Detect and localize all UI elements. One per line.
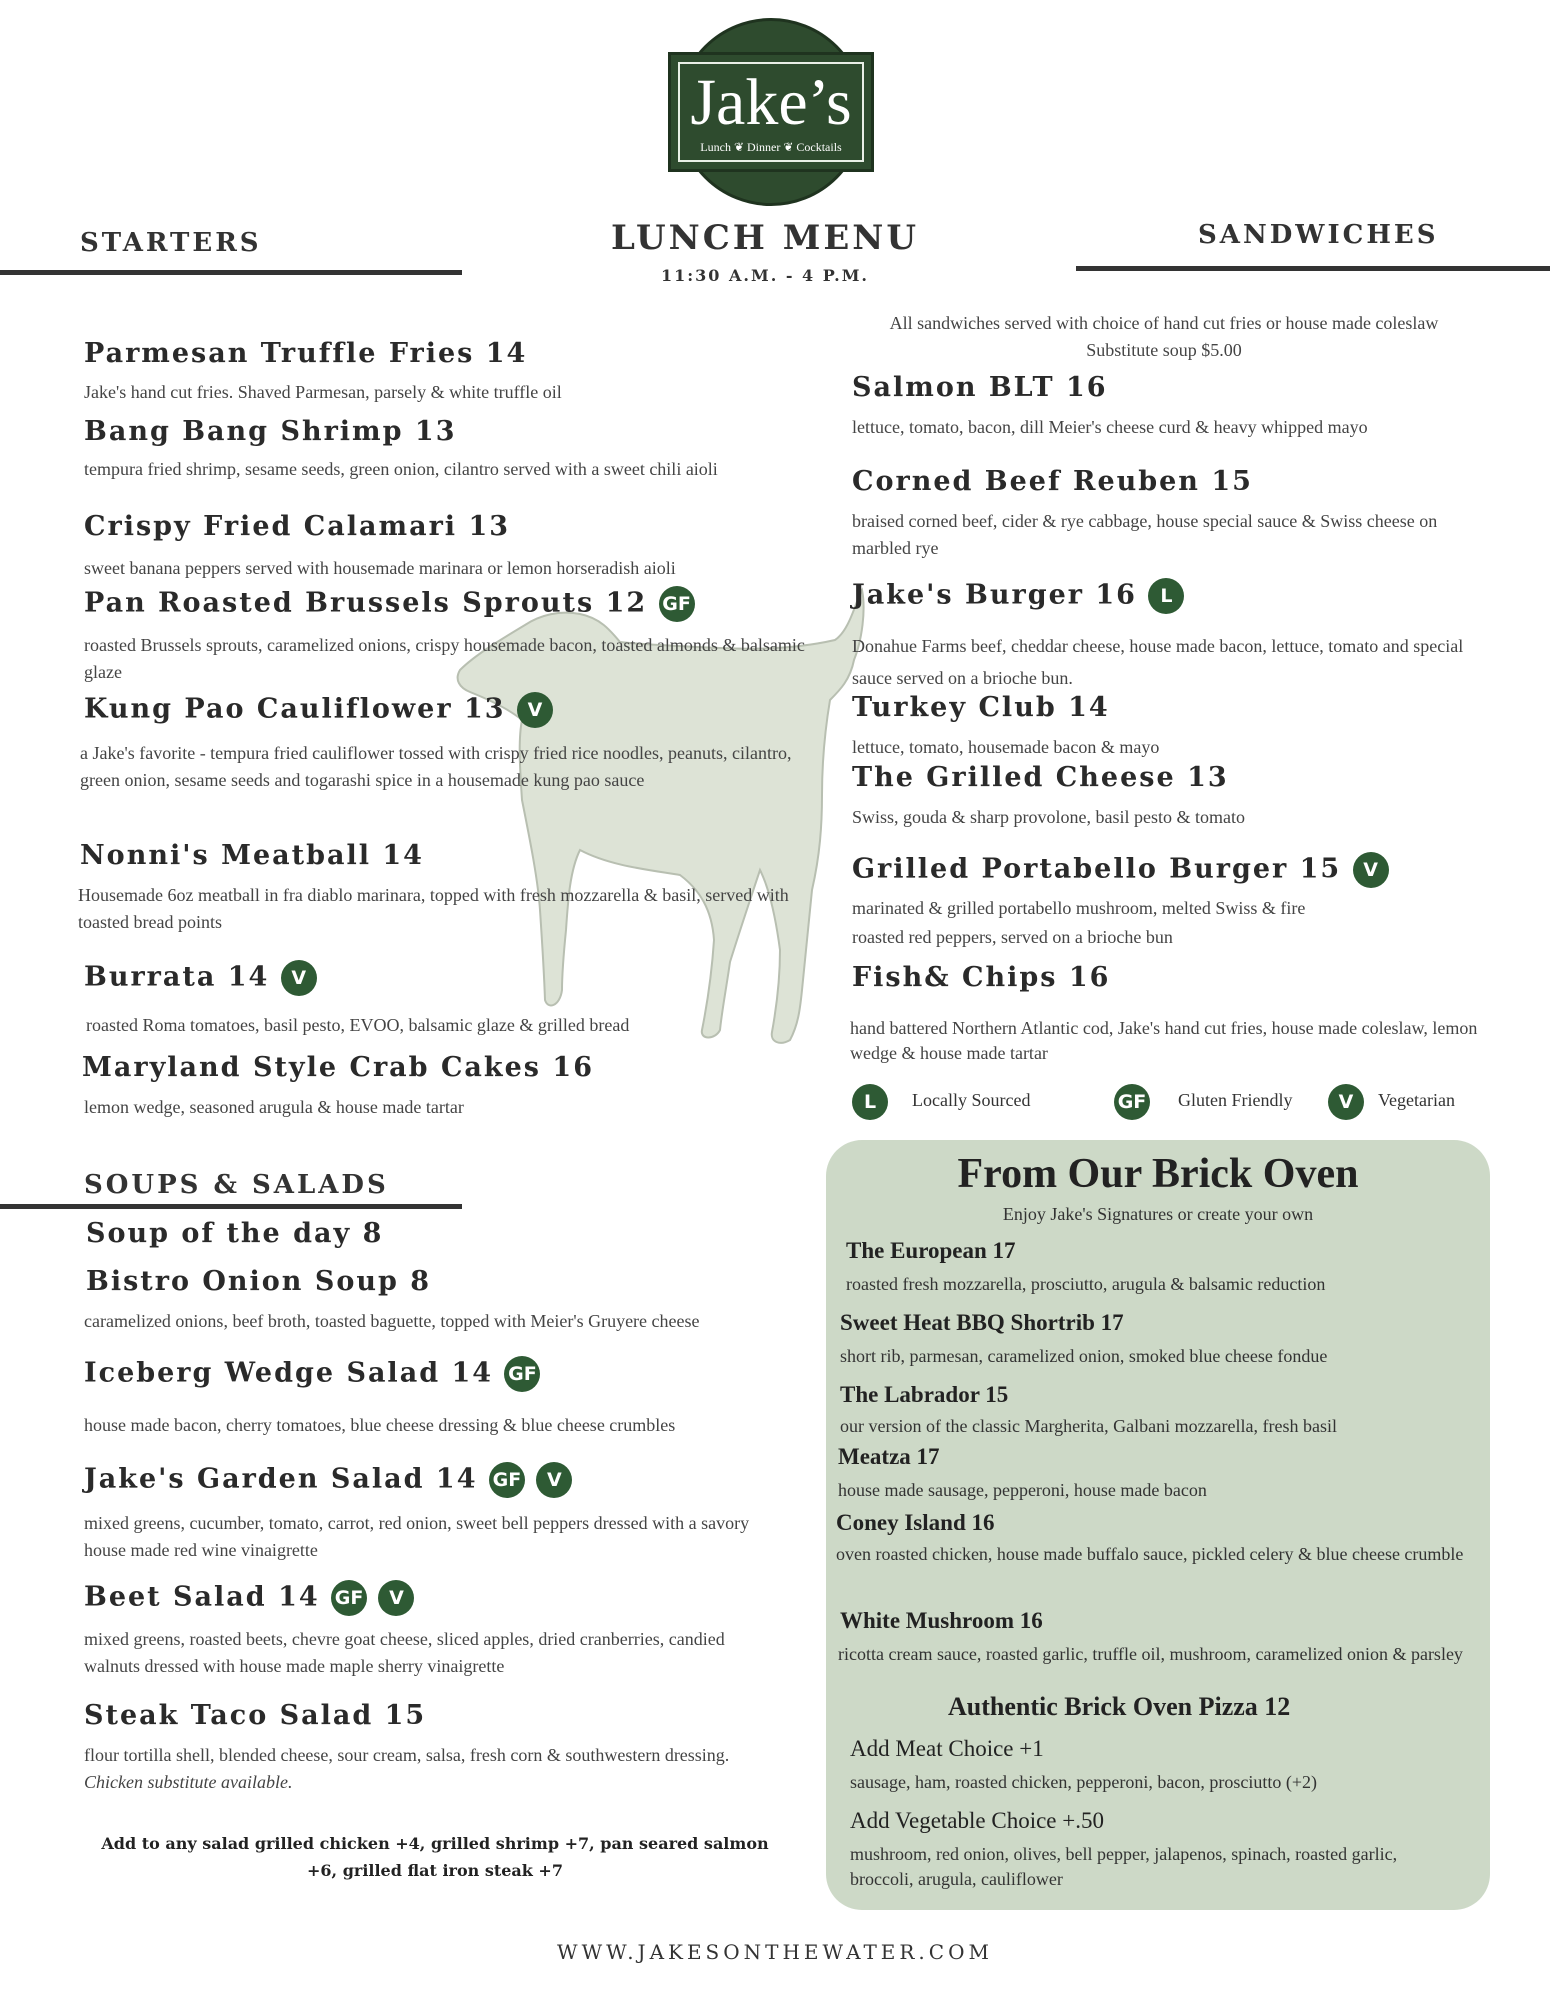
sandwich-name: Salmon BLT 16 (852, 372, 1108, 403)
starter-desc: tempura fried shrimp, sesame seeds, green onion, cilantro served with a sweet chili aioli (84, 459, 718, 479)
pizza-name: The European 17 (846, 1238, 1016, 1263)
pizza-desc: oven roasted chicken, house made buffalo sauce, pickled celery & blue cheese crumble (836, 1544, 1464, 1564)
starters-rule (0, 270, 462, 275)
starter-name: Parmesan Truffle Fries 14 (84, 338, 528, 369)
sandwich-note: All sandwiches served with choice of hand cut fries or house made coleslaw Substitute soup $5.00 (889, 313, 1439, 360)
pizza-desc: house made sausage, pepperoni, house made bacon (838, 1480, 1207, 1500)
starter-desc: roasted Roma tomatoes, basil pesto, EVOO, balsamic glaze & grilled bread (86, 1015, 630, 1035)
salad-desc: house made bacon, cherry tomatoes, blue cheese dressing & blue cheese crumbles (84, 1415, 676, 1435)
menu-title: LUNCH MENU (610, 218, 920, 258)
substitute-note: Chicken substitute available. (84, 1772, 293, 1792)
pizza-name: White Mushroom 16 (840, 1608, 1043, 1633)
meat-option: Add Meat Choice +1 (850, 1736, 1044, 1761)
sandwiches-heading: SANDWICHES (1198, 220, 1439, 250)
vegetarian-badge: V (281, 960, 317, 996)
starter-name: Kung Pao Cauliflower 13 V (84, 692, 553, 728)
legend (1114, 1084, 1150, 1120)
sandwich-desc: braised corned beef, cider & rye cabbage, house special sauce & Swiss cheese on marbled rye (852, 511, 1438, 558)
pizza-desc: short rib, parmesan, caramelized onion, smoked blue cheese fondue (840, 1346, 1328, 1366)
sandwich-name: Grilled Portabello Burger 15 V (852, 852, 1389, 888)
starters-heading: STARTERS (80, 228, 262, 258)
salad-add-on-note: Add to any salad grilled chicken +4, grilled shrimp +7, pan seared salmon +6, grilled flat iron steak +7 (101, 1834, 769, 1880)
sandwich-name: Fish& Chips 16 (852, 962, 1111, 993)
gluten-friendly-badge: GF (331, 1580, 367, 1616)
pizza-name: Sweet Heat BBQ Shortrib 17 (840, 1310, 1124, 1335)
vegetable-option-list: mushroom, red onion, olives, bell pepper, jalapenos, spinach, roasted garlic, broccoli, arugula, cauliflower (850, 1844, 1398, 1889)
salad-name: Beet Salad 14 GF V (84, 1580, 414, 1616)
salad-desc: mixed greens, cucumber, tomato, carrot, red onion, sweet bell peppers dressed with a savory house made red wine vinaigrette (84, 1513, 750, 1560)
starter-desc: Jake's hand cut fries. Shaved Parmesan, parsely & white truffle oil (84, 382, 562, 402)
starter-desc: sweet banana peppers served with housemade marinara or lemon horseradish aioli (84, 558, 676, 578)
sandwich-desc: Donahue Farms beef, cheddar cheese, house made bacon, lettuce, tomato and special sauce served on a brioche bun. (852, 636, 1464, 688)
vegetarian-badge: V (1328, 1084, 1364, 1120)
starter-name: Bang Bang Shrimp 13 (84, 416, 457, 447)
sandwich-name: Turkey Club 14 (852, 692, 1110, 723)
sandwich-name: The Grilled Cheese 13 (852, 762, 1229, 793)
logo-tagline: Lunch ❦ Dinner ❦ Cocktails (700, 140, 842, 154)
starter-name: Burrata 14 V (84, 960, 317, 996)
sandwich-desc: marinated & grilled portabello mushroom, melted Swiss & fire roasted red peppers, served on a brioche bun (852, 898, 1306, 947)
salad-desc: mixed greens, roasted beets, chevre goat cheese, sliced apples, dried cranberries, candied walnuts dressed with house made maple sherry vinaigrette (84, 1629, 725, 1676)
vegetarian-badge: V (378, 1580, 414, 1616)
starter-name: Nonni's Meatball 14 (80, 840, 424, 871)
pizza-desc: ricotta cream sauce, roasted garlic, truffle oil, mushroom, caramelized onion & parsley (838, 1644, 1463, 1664)
pizza-name: Meatza 17 (838, 1444, 940, 1469)
gluten-friendly-badge: GF (504, 1356, 540, 1392)
salad-name: Bistro Onion Soup 8 (86, 1266, 432, 1297)
sandwich-name: Jake's Burger 16 L (852, 578, 1184, 614)
vegetarian-badge: V (517, 692, 553, 728)
website-url: WWW.JAKESONTHEWATER.COM (557, 1940, 993, 1964)
legend-local-label: Locally Sourced (912, 1090, 1031, 1110)
gluten-friendly-badge: GF (489, 1462, 525, 1498)
custom-pizza-title: Authentic Brick Oven Pizza 12 (948, 1692, 1291, 1721)
pizza-name: Coney Island 16 (836, 1510, 995, 1535)
starter-desc: lemon wedge, seasoned arugula & house made tartar (84, 1097, 464, 1117)
starter-desc: a Jake's favorite - tempura fried cauliflower tossed with crispy fried rice noodles, peanuts, cilantro, green onion, sesame seeds and togarashi spice in a housemade kung pao sauce (80, 743, 792, 790)
sandwich-desc: hand battered Northern Atlantic cod, Jake's hand cut fries, house made coleslaw, lemon wedge & house made tartar (850, 1018, 1478, 1063)
starter-name: Maryland Style Crab Cakes 16 (82, 1052, 594, 1083)
soups-salads-heading: SOUPS & SALADS (84, 1170, 389, 1200)
vegetarian-badge: V (536, 1462, 572, 1498)
jakes-logo (668, 18, 874, 208)
logo-name: Jake’s (690, 66, 852, 139)
legend (1328, 1084, 1364, 1120)
locally-sourced-badge: L (852, 1084, 888, 1120)
salad-desc: flour tortilla shell, blended cheese, sour cream, salsa, fresh corn & southwestern dressing. Chicken substitute available. (84, 1745, 730, 1792)
pizza-desc: roasted fresh mozzarella, prosciutto, arugula & balsamic reduction (846, 1274, 1326, 1294)
starter-name: Crispy Fried Calamari 13 (84, 511, 511, 542)
salad-desc: caramelized onions, beef broth, toasted baguette, topped with Meier's Gruyere cheese (84, 1311, 700, 1331)
sandwich-desc: lettuce, tomato, housemade bacon & mayo (852, 737, 1160, 757)
salad-name: Jake's Garden Salad 14 GF V (84, 1462, 572, 1498)
menu-hours: 11:30 A.M. - 4 P.M. (661, 266, 869, 285)
pizza-name: The Labrador 15 (840, 1382, 1009, 1407)
sandwiches-rule (1076, 266, 1550, 271)
starter-name: Pan Roasted Brussels Sprouts 12 GF (84, 586, 695, 622)
gluten-friendly-badge: GF (659, 586, 695, 622)
vegetarian-badge: V (1353, 852, 1389, 888)
meat-option-list: sausage, ham, roasted chicken, pepperoni, bacon, prosciutto (+2) (850, 1772, 1317, 1792)
pizza-desc: our version of the classic Margherita, Galbani mozzarella, fresh basil (840, 1416, 1337, 1436)
sandwich-desc: lettuce, tomato, bacon, dill Meier's cheese curd & heavy whipped mayo (852, 417, 1368, 437)
salad-name: Soup of the day 8 (86, 1218, 384, 1249)
sandwich-desc: Swiss, gouda & sharp provolone, basil pesto & tomato (852, 807, 1245, 827)
legend-gluten-label: Gluten Friendly (1178, 1090, 1293, 1110)
gluten-friendly-badge: GF (1114, 1084, 1150, 1120)
starter-desc: roasted Brussels sprouts, caramelized onions, crispy housemade bacon, toasted almonds & balsamic glaze (84, 635, 805, 682)
legend-veg-label: Vegetarian (1378, 1090, 1455, 1110)
sandwich-name: Corned Beef Reuben 15 (852, 466, 1253, 497)
starter-desc: Housemade 6oz meatball in fra diablo marinara, topped with fresh mozzarella & basil, served with toasted bread points (78, 885, 789, 932)
legend (852, 1084, 888, 1120)
soups-salads-rule (0, 1204, 462, 1209)
salad-name: Steak Taco Salad 15 (84, 1700, 427, 1731)
salad-name: Iceberg Wedge Salad 14 GF (84, 1356, 540, 1392)
brick-oven-title: From Our Brick Oven (957, 1151, 1359, 1197)
vegetable-option: Add Vegetable Choice +.50 (850, 1808, 1104, 1833)
brick-oven-subtitle: Enjoy Jake's Signatures or create your own (1002, 1204, 1314, 1224)
locally-sourced-badge: L (1148, 578, 1184, 614)
